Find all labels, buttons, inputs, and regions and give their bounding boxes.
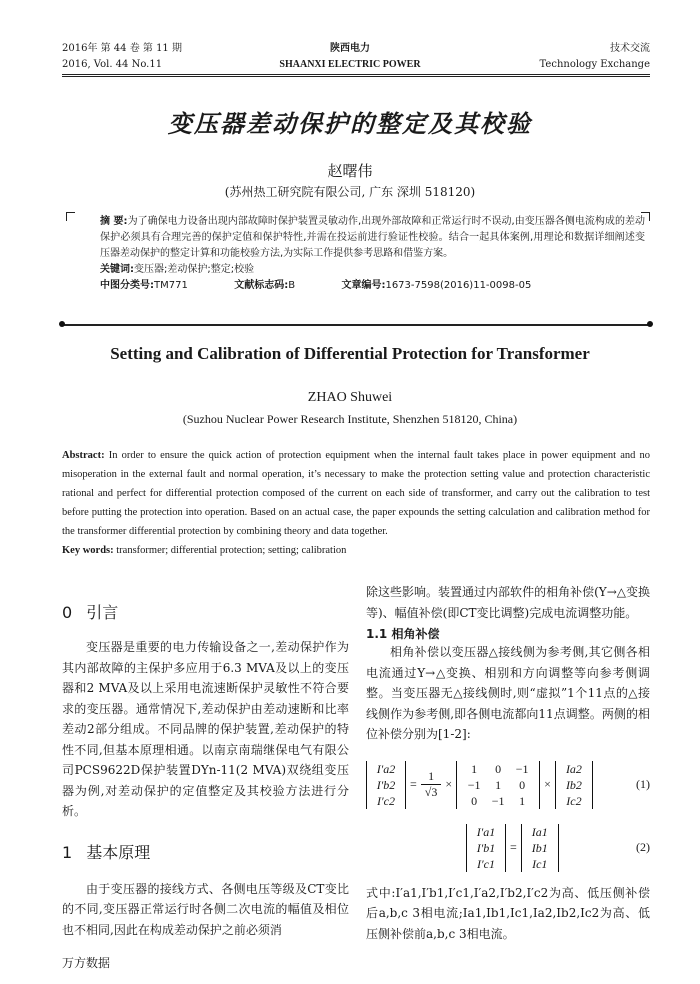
eq2-label: (2) (636, 840, 650, 854)
bar-dot-left (59, 321, 65, 327)
journal-name-en: SHAANXI ELECTRIC POWER (279, 59, 421, 70)
left-column (62, 600, 349, 940)
author-en: ZHAO Shuwei (307, 390, 393, 405)
abstract-zh-body: 摘 要:为了确保电力设备出现内部故障时保护装置灵敏动作,出现外部故障和正常运行时不误动,由变压器各侧电流构成的差动保护必须具有合理完善的保护定值和保护特性,并需在投运前进行验证性校验。结合一起具体案例,用理论和数据详细阐述变压器差动保护的整定计算和功能校验方法,为实际工作提供参考思路和借鉴方案。 (100, 216, 645, 259)
title-en: Setting and Calibration of Differential Protection for Transformer (110, 344, 590, 363)
phase-compensation-paragraph: 相角补偿以变压器△接线侧为参考侧,其它侧各相电流通过Y→△变换、相别和方向调整等向参考侧调整。当变压器无△接线侧时,则“虚拟”1个11点的△接线侧作为参考侧,即各侧电流都向11点调整。两侧的相位补偿分别为[1-2]: (366, 645, 650, 741)
author-zh: 赵曙伟 (327, 162, 373, 180)
equation-2: I′a1 I′b1 I′c1 = Ia1 Ib1 Ic1 (2) (366, 817, 650, 879)
eq1-matrix: 1 0 −1 −1 1 0 0 −1 1 (456, 761, 540, 809)
equation-1: I′a2 I′b2 I′c2 = $\frac{1}{√3}$ × 1 0 −1 −1 1 0 0 −1 1 × Ia2 Ib2 Ic2 (1) (366, 753, 650, 817)
header-rule (62, 74, 650, 75)
eq2-lhs-vector: I′a1 I′b1 I′c1 (466, 824, 506, 872)
header-rule-2 (62, 76, 650, 77)
abstract-zh (100, 214, 645, 294)
abstract-en-body: Abstract: In order to ensure the quick action of protection equipment when the internal fault takes place in power equipment and no misoperation in the external fault and normal operation, it’s necessary to make the protection setting value and protection characteristic rational and perfect for differential protection composed of the current on each side of transformer, and carry out the calibration to test before putting the protection into operation. Based on an actual case, the paper expounds the setting calculation and calibration method for the transformer differential protection by combining theory and data together. (62, 450, 650, 537)
keywords-en: Key words: transformer; differential protection; setting; calibration (62, 545, 347, 556)
title-zh: 变压器差动保护的整定及其校验 (168, 109, 532, 138)
journal-issue: 2016年 第 44 卷 第 11 期 (62, 43, 182, 54)
abstract-bar (62, 324, 650, 326)
principle-paragraph: 由于变压器的接线方式、各侧电压等级及CT变比的不同,变压器正常运行时各侧二次电流的幅值及相位也不相同,因此在构成差动保护之前必须消 (62, 881, 349, 937)
section-1-heading: 1 基本原理 (62, 842, 151, 862)
continued-paragraph: 除这些影响。装置通过内部软件的相角补偿(Y→△变换等)、幅值补偿(即CT变比调整)完成电流调整功能。 (366, 585, 650, 620)
eq1-lhs-vector: I′a2 I′b2 I′c2 (366, 761, 406, 809)
section-en: Technology Exchange (539, 59, 650, 70)
footer-watermark: 万方数据 (62, 956, 111, 970)
journal-volume: 2016, Vol. 44 No.11 (62, 59, 163, 70)
affiliation-zh: (苏州热工研究院有限公司, 广东 深圳 518120) (224, 185, 476, 199)
eq1-coefficient: $\frac{1}{√3}$ (421, 769, 442, 800)
subsection-1-1-heading: 1.1 相角补偿 (366, 627, 440, 641)
intro-paragraph: 变压器是重要的电力传输设备之一,差动保护作为其内部故障的主保护多应用于6.3 MVA及以上的变压器和2 MVA及以上采用电流速断保护灵敏性不符合要求的变压器。通常情况下,差动保护由差动速断和比率差动2部分组成。不同品牌的保护装置,差动保护的特性不同,但基本原理相通。以南京南瑞继保电气有限公司PCS9622D保护装置DYn-11(2 MVA)双绕组变压器为例,对差动保护的定值整定及其校验方法进行分析。 (62, 640, 349, 818)
bar-dot-right (647, 321, 653, 327)
right-column (366, 582, 650, 944)
journal-name-zh: 陕西电力 (330, 43, 370, 54)
eq1-label: (1) (636, 777, 650, 791)
eq1-rhs-vector: Ia2 Ib2 Ic2 (555, 761, 593, 809)
variable-definitions: 式中:I′a1,I′b1,I′c1,I′a2,I′b2,I′c2为高、低压侧补偿后a,b,c 3相电流;Ia1,Ib1,Ic1,Ia2,Ib2,Ic2为高、低压侧补偿前a,b,c 3相电流。 (366, 885, 650, 941)
keywords-zh: 关键词:变压器;差动保护;整定;校验 (100, 264, 255, 275)
classification-row: 中图分类号:TM771 文献标志码:B 文章编号:1673-7598(2016)11-0098-05 (100, 280, 532, 291)
section-zh: 技术交流 (610, 43, 650, 54)
section-0-heading: 0 引言 (62, 603, 119, 622)
abstract-en (62, 446, 650, 560)
affiliation-en: (Suzhou Nuclear Power Research Institute, Shenzhen 518120, China) (182, 412, 518, 426)
eq2-rhs-vector: Ia1 Ib1 Ic1 (521, 824, 559, 872)
